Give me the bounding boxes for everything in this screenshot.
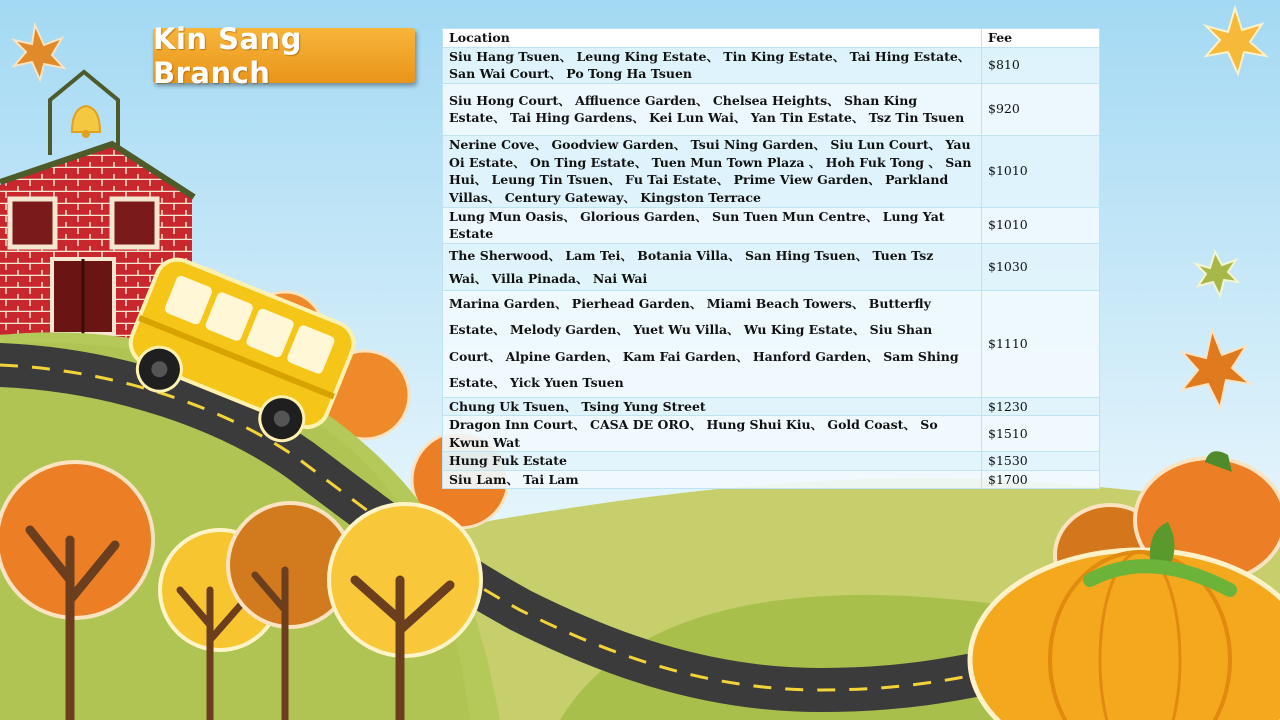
fee-cell: $1010 <box>982 135 1100 207</box>
table-row <box>443 207 1100 243</box>
fee-cell: $1010 <box>982 207 1100 243</box>
table-row <box>443 416 1100 452</box>
location-cell: Dragon Inn Court、 CASA DE ORO、 Hung Shui Kiu、 Gold Coast、 So Kwun Wat <box>443 416 982 452</box>
location-fee-table <box>442 28 1100 489</box>
table-row <box>443 135 1100 207</box>
location-cell: Marina Garden、 Pierhead Garden、 Miami Beach Towers、 Butterfly Estate、 Melody Garden、 Yuet Wu Villa、 Wu King Estate、 Siu Shan Court、 Alpine Garden、 Kam Fai Garden、 Hanford Garden、 Sam Shing Estate、 Yick Yuen Tsuen <box>443 290 982 397</box>
location-cell: Chung Uk Tsuen、 Tsing Yung Street <box>443 397 982 416</box>
fee-cell: $1700 <box>982 470 1100 489</box>
table-row <box>443 397 1100 416</box>
fee-cell: $1030 <box>982 243 1100 290</box>
slide-title: Kin Sang Branch <box>153 28 415 83</box>
table-row <box>443 83 1100 135</box>
table-row <box>443 470 1100 489</box>
location-cell: Hung Fuk Estate <box>443 452 982 471</box>
fee-cell: $810 <box>982 47 1100 83</box>
table-row <box>443 452 1100 471</box>
fee-cell: $1230 <box>982 397 1100 416</box>
location-cell: Siu Hang Tsuen、 Leung King Estate、 Tin King Estate、 Tai Hing Estate、 San Wai Court、 Po Tong Ha Tsuen <box>443 47 982 83</box>
fee-column-header: Fee <box>982 29 1100 48</box>
table-row <box>443 47 1100 83</box>
location-cell: Lung Mun Oasis、 Glorious Garden、 Sun Tuen Mun Centre、 Lung Yat Estate <box>443 207 982 243</box>
fee-cell: $1510 <box>982 416 1100 452</box>
fee-cell: $920 <box>982 83 1100 135</box>
location-cell: Siu Lam、 Tai Lam <box>443 470 982 489</box>
fee-cell: $1530 <box>982 452 1100 471</box>
location-column-header: Location <box>443 29 982 48</box>
table-header-row <box>443 29 1100 48</box>
table-row <box>443 243 1100 290</box>
location-cell: Nerine Cove、 Goodview Garden、 Tsui Ning Garden、 Siu Lun Court、 Yau Oi Estate、 On Ting Estate、 Tuen Mun Town Plaza 、 Hoh Fuk Tong 、 San Hui、 Leung Tin Tsuen、 Fu Tai Estate、 Prime View Garden、 Parkland Villas、 Century Gateway、 Kingston Terrace <box>443 135 982 207</box>
table-row <box>443 290 1100 397</box>
fee-cell: $1110 <box>982 290 1100 397</box>
location-cell: The Sherwood、 Lam Tei、 Botania Villa、 San Hing Tsuen、 Tuen Tsz Wai、 Villa Pinada、 Nai Wai <box>443 243 982 290</box>
location-cell: Siu Hong Court、 Affluence Garden、 Chelsea Heights、 Shan King Estate、 Tai Hing Gardens、 Kei Lun Wai、 Yan Tin Estate、 Tsz Tin Tsuen <box>443 83 982 135</box>
